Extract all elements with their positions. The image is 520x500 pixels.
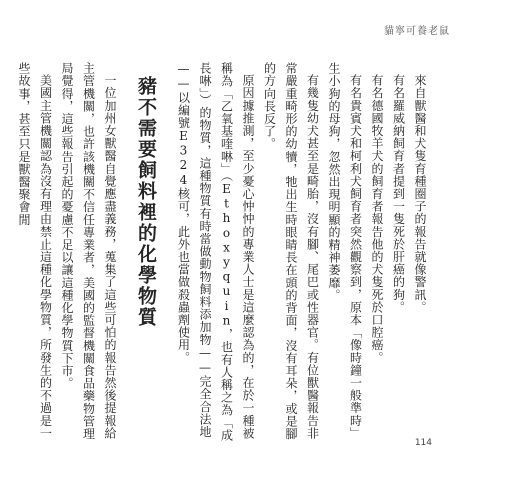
paragraph: 有名貴賓犬和柯利犬飼育者突然觀察到，原本「像時鐘一般準時」生小狗的母狗，忽然出現明顯的精神萎靡。: [327, 62, 363, 440]
paragraph: 美國主管機關認為沒有理由禁止這種化學物質，所發生的不過是一些故事，甚至只是獸醫聚會閒: [17, 62, 53, 440]
paragraph: 有幾隻幼犬甚至是畸胎，沒有腳、尾巴或性器官。有位獸醫報告非常嚴重畸形的幼犢，牠出生時眼睛長在頭的背面，沒有耳朵，或是腳的方向長反了。: [262, 62, 320, 440]
paragraph: 有名羅威納飼育者提到一隻死於肝癌的狗。: [391, 74, 406, 314]
paragraph: 一位加州女獸醫自覺應盡義務，蒐集了這些可怕的報告然後提報給主管機關，也許該機關不信任專業者，美國的監督機關食品藥物管理局覺得，這些報告引起的憂慮不足以讓這種化學物質下市。: [60, 62, 117, 440]
paragraph: 原因據推測，至少憂心忡忡的專業人士是這麼認為的，在於一種被稱為「乙氧基喹啉」（Ethoxyquin，也有人稱之為「成長啉」）的物質，這種物質有時當做動物飼料添加物——完全合法地——以編號E324核可，此外也當做殺蟲劑使用。: [176, 62, 255, 442]
paragraph: 有名德國牧羊犬的飼育者報告他的犬隻死於口腔癌。: [370, 74, 384, 364]
page-number: 114: [414, 438, 432, 448]
running-header: 貓寧可養老鼠: [384, 26, 450, 37]
vertical-text-body: [17, 62, 430, 450]
section-heading: 豬不需要飼料裡的化學物質: [135, 76, 157, 328]
paragraph: 來自獸醫和犬隻育種圈子的報告就像警訊。: [413, 74, 427, 314]
